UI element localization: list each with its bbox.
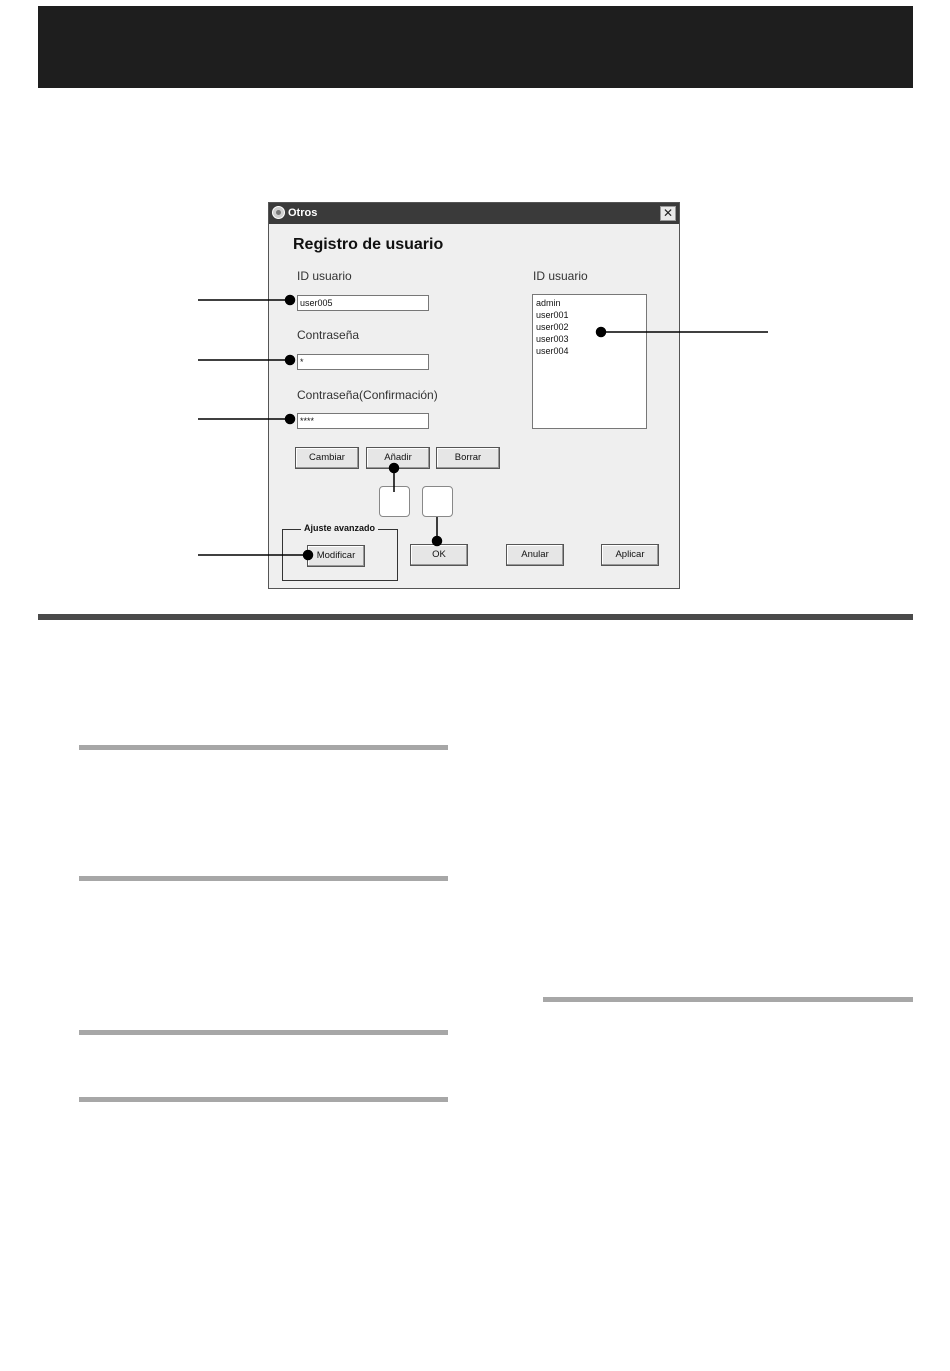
modify-button[interactable]: Modificar bbox=[307, 545, 365, 567]
list-item[interactable]: user001 bbox=[536, 310, 569, 320]
page-title: Registro de usuario bbox=[293, 236, 444, 253]
callout-dot bbox=[433, 537, 442, 546]
callout-dot bbox=[286, 296, 295, 305]
callout-dot bbox=[286, 356, 295, 365]
close-icon[interactable]: ✕ bbox=[660, 206, 676, 221]
delete-button[interactable]: Borrar bbox=[436, 447, 500, 469]
dialog-title: Otros bbox=[288, 207, 318, 219]
callout-dot bbox=[286, 415, 295, 424]
list-item[interactable]: user003 bbox=[536, 334, 569, 344]
subsection-rule bbox=[79, 1030, 448, 1035]
user-list-label: ID usuario bbox=[533, 269, 588, 283]
add-button[interactable]: Añadir bbox=[366, 447, 430, 469]
subsection-rule bbox=[79, 1097, 448, 1102]
list-item[interactable]: user002 bbox=[536, 322, 569, 332]
subsection-rule bbox=[543, 997, 913, 1002]
subsection-rule bbox=[79, 876, 448, 881]
callout-dot bbox=[390, 464, 399, 473]
change-button[interactable]: Cambiar bbox=[295, 447, 359, 469]
user-id-label: ID usuario bbox=[297, 269, 352, 283]
password-label: Contraseña bbox=[297, 328, 360, 342]
section-divider bbox=[38, 614, 913, 620]
apply-button[interactable]: Aplicar bbox=[601, 544, 659, 566]
list-item[interactable]: admin bbox=[536, 298, 561, 308]
callout-dot bbox=[597, 328, 606, 337]
ok-button[interactable]: OK bbox=[410, 544, 468, 566]
list-item[interactable]: user004 bbox=[536, 346, 569, 356]
advanced-settings-label: Ajuste avanzado bbox=[301, 523, 378, 533]
password-confirm-label: Contraseña(Confirmación) bbox=[297, 388, 438, 402]
cancel-button[interactable]: Anular bbox=[506, 544, 564, 566]
callout-dot bbox=[304, 551, 313, 560]
subsection-rule bbox=[79, 745, 448, 750]
